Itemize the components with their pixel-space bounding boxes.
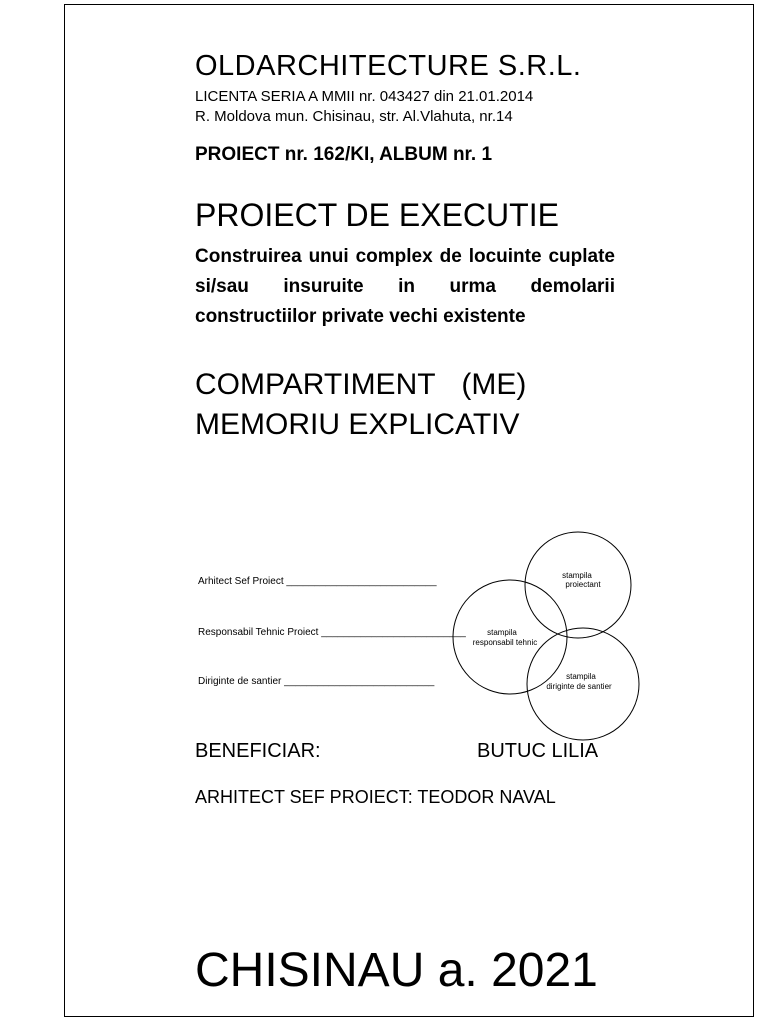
project-description: Construirea unui complex de locuinte cuplate si/sau insuruite in urma demolarii constructiilor private vechi existente — [195, 246, 615, 327]
signature-line-technical: Responsabil Tehnic Proiect __________________________ — [198, 627, 466, 638]
city-year: CHISINAU a. 2021 — [195, 944, 598, 997]
document-title: MEMORIU EXPLICATIV — [195, 408, 520, 441]
stamp-designer-line1: stampila — [562, 571, 592, 580]
stamp-site-line2: diriginte de santier — [546, 682, 612, 691]
beneficiary-label: BENEFICIAR: — [195, 740, 321, 762]
project-type: PROIECT DE EXECUTIE — [195, 197, 559, 233]
beneficiary-name: BUTUC LILIA — [477, 740, 599, 762]
chief-architect: ARHITECT SEF PROIECT: TEODOR NAVAL — [195, 787, 556, 807]
company-name: OLDARCHITECTURE S.R.L. — [195, 50, 582, 82]
stamp-technical-line2: responsabil tehnic — [472, 638, 538, 647]
stamp-site-line1: stampila — [566, 672, 596, 681]
signature-line-site-manager: Diriginte de santier ___________________________ — [198, 676, 435, 687]
stamp-technical-line1: stampila — [487, 628, 517, 637]
stamp-circle-technical — [453, 580, 567, 694]
stamp-designer-line2: proiectant — [565, 580, 601, 589]
project-number: PROIECT nr. 162/KI, ALBUM nr. 1 — [195, 144, 493, 165]
license-line: LICENTA SERIA A MMII nr. 043427 din 21.01.2014 — [195, 88, 534, 105]
address-line: R. Moldova mun. Chisinau, str. Al.Vlahuta, nr.14 — [195, 108, 513, 125]
signature-line-architect: Arhitect Sef Proiect ___________________________ — [198, 576, 437, 587]
compartment-title: COMPARTIMENT (ME) — [195, 368, 527, 401]
